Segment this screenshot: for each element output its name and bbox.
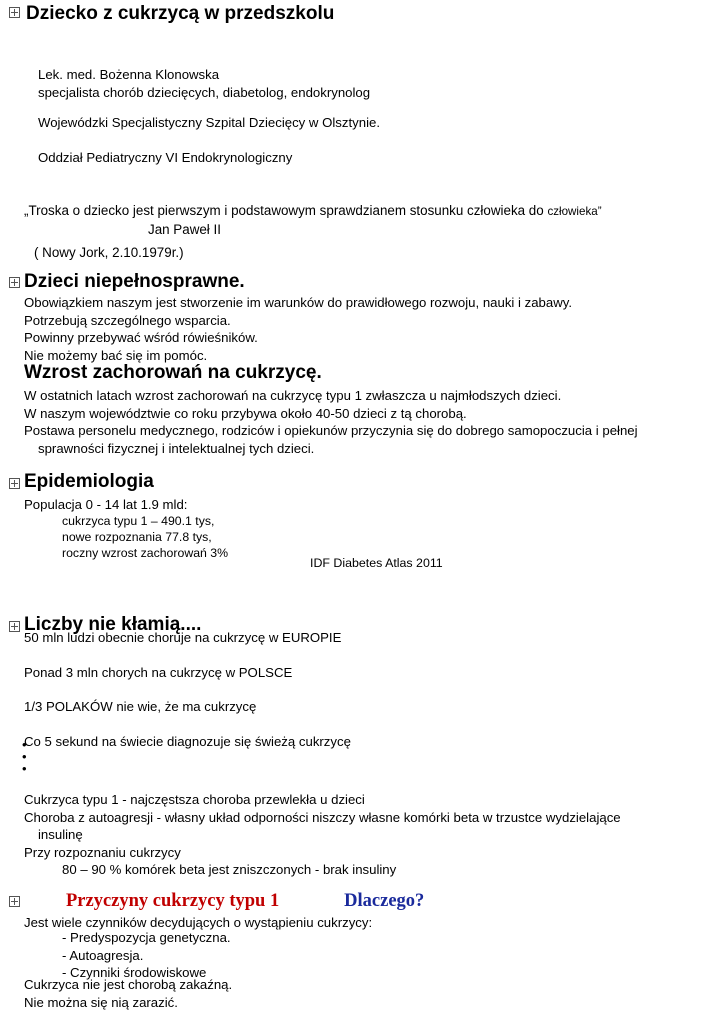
slide-3-body [0, 387, 724, 457]
body-line: Choroba z autoagresji - własny układ odporności niszczy własne komórki beta w trzustce wydzielające [24, 809, 621, 825]
body-line: Nie można się nią zarazić. [24, 994, 178, 1010]
slide-1-hospital: Wojewódzki Specjalistyczny Szpital Dziecięcy w Olsztynie. [38, 115, 381, 130]
body-line: 1/3 POLAKÓW nie wie, że ma cukrzycę [24, 699, 257, 714]
body-line: 80 – 90 % komórek beta jest zniszczonych - brak insuliny [62, 862, 397, 877]
body-line: Co 5 sekund na świecie diagnozuje się świeżą cukrzycę [24, 733, 351, 749]
author-specialty: specjalista chorób dziecięcych, diabetolog, endokrynolog [38, 84, 371, 100]
slide-5-body-2 [0, 791, 724, 879]
body-line: Cukrzyca nie jest chorobą zakaźną. [24, 977, 233, 992]
body-line: Ponad 3 mln chorych na cukrzycę w POLSCE [24, 664, 293, 680]
slide-4-population: Populacja 0 - 14 lat 1.9 mld: [24, 497, 188, 512]
page-title: Dziecko z cukrzycą w przedszkolu [26, 3, 335, 24]
slide-1-department: Oddział Pediatryczny VI Endokrynologiczny [38, 150, 293, 165]
body-line: sprawności fizycznej i intelektualnej tych dzieci. [38, 440, 315, 456]
body-line: cukrzyca typu 1 – 490.1 tys, [62, 514, 215, 528]
body-line: Cukrzyca typu 1 - najczęstsza choroba przewlekła u dzieci [24, 792, 365, 807]
body-line: 50 mln ludzi obecnie choruje na cukrzycę w EUROPIE [24, 630, 342, 645]
slide-1-title-block [0, 2, 724, 26]
slide-6-heading-block [0, 891, 724, 912]
slide-6-note [0, 976, 724, 1011]
body-line: nowe rozpoznania 77.8 tys, [62, 530, 212, 544]
section-heading-wzrost: Wzrost zachorowań na cukrzycę. [24, 362, 322, 383]
body-line: Potrzebują szczególnego wsparcia. [24, 312, 231, 328]
slide-6-items [0, 929, 724, 982]
body-line: Postawa personelu medycznego, rodziców i opiekunów przyczynia się do dobrego samopoczucia i pełnej [24, 423, 638, 438]
slide-2-heading-block [0, 270, 724, 293]
slide-1-quote-place: ( Nowy Jork, 2.10.1979r.) [34, 245, 184, 260]
author-name: Lek. med. Bożenna Klonowska [38, 67, 220, 82]
body-line: W ostatnich latach wzrost zachorowań na cukrzycę typu 1 zwłaszcza u najmłodszych dzieci. [24, 388, 562, 403]
slide-2-body [0, 294, 724, 364]
list-item: - Autoagresja. [62, 947, 144, 963]
body-line: roczny wzrost zachorowań 3% [62, 546, 229, 560]
body-line: Nie możemy bać się im pomóc. [24, 347, 208, 363]
section-heading-dzieci: Dzieci niepełnosprawne. [24, 271, 245, 292]
slide-3-heading-block [0, 361, 724, 384]
section-heading-dlaczego: Dlaczego? [344, 891, 425, 911]
body-line: Powinny przebywać wśród rówieśników. [24, 330, 258, 345]
quote-text-end: człowieka” [547, 205, 602, 218]
section-heading-przyczyny: Przyczyny cukrzycy typu 1 [66, 891, 280, 911]
slide-4-heading-block [0, 470, 724, 493]
quote-text: „Troska o dziecko jest pierwszym i podstawowym sprawdzianem stosunku człowieka do [24, 203, 548, 218]
slide-6-intro: Jest wiele czynników decydujących o wystąpieniu cukrzycy: [24, 915, 373, 930]
body-line: Obowiązkiem naszym jest stworzenie im warunków do prawidłowego rozwoju, nauki i zabawy. [24, 295, 572, 310]
slide-1-quote-author: Jan Paweł II [148, 222, 221, 237]
slide-4-sublist [0, 513, 724, 561]
body-line: Przy rozpoznaniu cukrzycy [24, 844, 181, 860]
slide-5-empty-bullets [0, 743, 32, 779]
section-heading-liczby: Liczby nie kłamią.... [24, 614, 202, 635]
body-line: W naszym województwie co roku przybywa około 40-50 dzieci z tą chorobą. [24, 405, 467, 421]
section-heading-epidemiologia: Epidemiologia [24, 471, 154, 492]
list-item: - Predyspozycja genetyczna. [62, 930, 231, 945]
slide-4-source: IDF Diabetes Atlas 2011 [310, 556, 443, 570]
body-line: insulinę [38, 827, 83, 842]
slide-5-body-1 [0, 629, 724, 750]
slide-1-author [0, 66, 724, 101]
slide-1-quote [0, 201, 724, 221]
list-item: - Czynniki środowiskowe [62, 965, 207, 980]
